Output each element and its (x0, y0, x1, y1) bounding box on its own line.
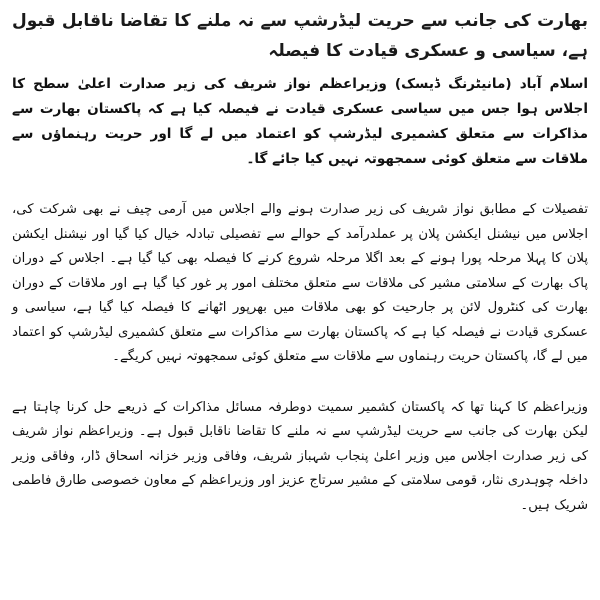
paragraph-spacer (12, 172, 588, 198)
article-paragraph: وزیراعظم کا کہنا تھا کہ پاکستان کشمیر سمیت دوطرفہ مسائل مذاکرات کے ذریعے حل کرنا چاہتا ہے لیکن بھارت کی جانب سے حریت لیڈرشپ سے نہ ملنے کا تقاضا ناقابل قبول ہے۔ وزیراعظم نواز شریف کی زیر صدارت اجلاس میں وزیر اعلیٰ پنجاب شہباز شریف، وفاقی وزیر خزانہ اسحاق ڈار، وفاقی وزیر داخلہ چوہدری نثار، قومی سلامتی کے مشیر سرتاج عزیز اور وزیراعظم کے معاون خصوصی طارق فاطمی شریک ہیں۔ (12, 399, 588, 513)
news-article (12, 6, 588, 518)
article-lead-paragraph: اسلام آباد (مانیٹرنگ ڈیسک) وزیراعظم نواز شریف کی زیر صدارت اعلیٰ سطح کا اجلاس ہوا جس میں سیاسی عسکری قیادت نے فیصلہ کیا ہے کہ پاکستان بھارت سے مذاکرات سے متعلق کشمیری لیڈرشپ کو اعتماد میں لے گا اور حریت رہنماؤں سے ملاقات سے متعلق کوئی سمجھوتہ نہیں کیا جائے گا۔ (12, 76, 588, 167)
article-paragraph: تفصیلات کے مطابق نواز شریف کی زیر صدارت ہونے والے اجلاس میں آرمی چیف نے بھی شرکت کی، اجلاس میں نیشنل ایکشن پلان پر عملدرآمد کے حوالے سے تفصیلی تبادلہ خیال کیا گیا اور نیشنل ایکشن پلان کا پہلا مرحلہ پورا ہونے کے بعد اگلا مرحلہ شروع کرنے کا فیصلہ بھی کیا گیا ہے۔ اجلاس کے دوران پاک بھارت کے سلامتی مشیر کی ملاقات سے متعلق مختلف امور پر غور کیا گیا ہے اور ملاقات کے دوران بھارت کی کنٹرول لائن پر جارحیت کو بھی ملاقات میں بھرپور اٹھانے کا فیصلہ کیا گیا ہے، سیاسی و عسکری قیادت نے فیصلہ کیا ہے کہ پاکستان بھارت سے مذاکرات سے متعلق کشمیری لیڈرشپ کو اعتماد میں لے گا، پاکستان حریت رہنماوں سے ملاقات سے متعلق کوئی سمجھوتہ نہیں کریگے۔ (12, 202, 588, 364)
paragraph-spacer (12, 370, 588, 396)
article-headline: بھارت کی جانب سے حریت لیڈرشپ سے نہ ملنے کا تقاضا ناقابل قبول ہے، سیاسی و عسکری قیادت کا فیصلہ (12, 11, 588, 61)
